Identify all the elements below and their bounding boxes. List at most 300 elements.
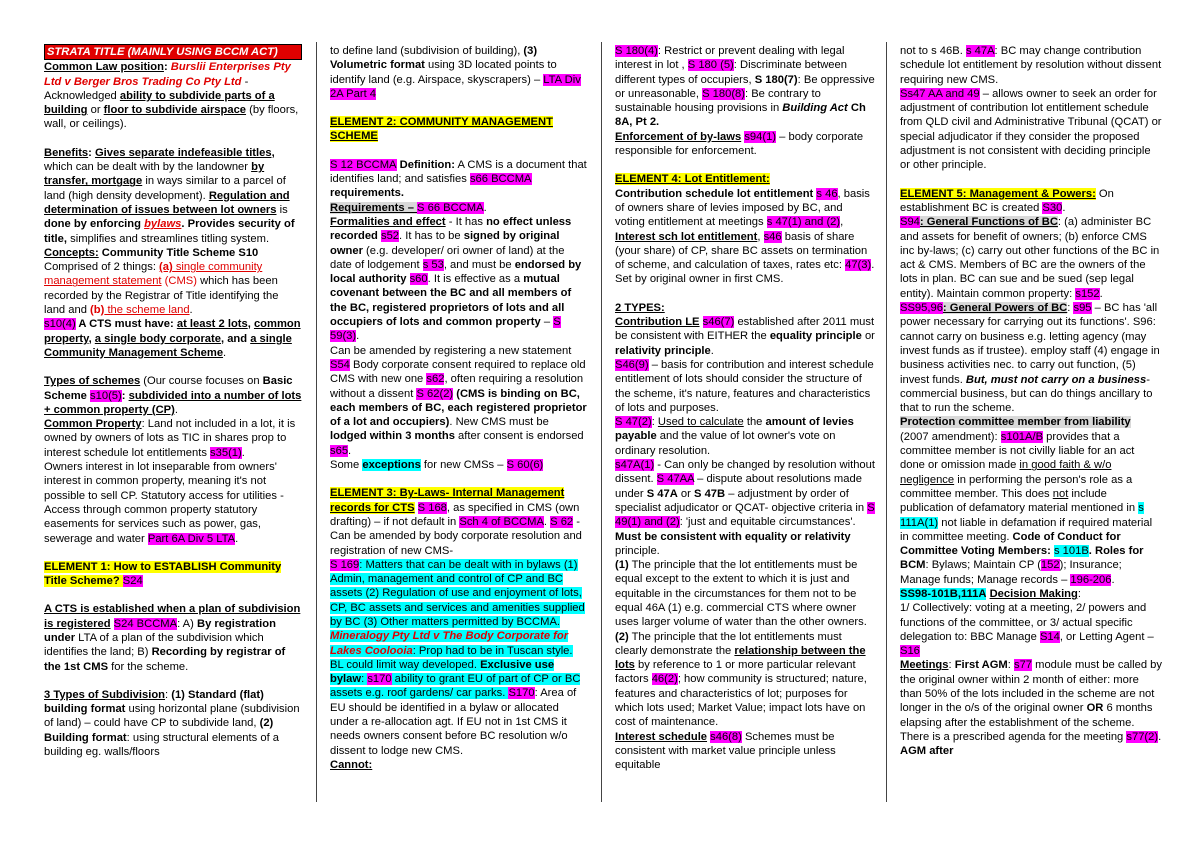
text-run: , — [88, 332, 95, 345]
text-run: Meetings — [900, 659, 949, 672]
text-run: provides that a committee member is not civilly liable for an act done or omission made — [900, 430, 1135, 472]
text-run: Cannot: — [330, 758, 373, 771]
text-run: . — [223, 346, 227, 359]
text-run: ELEMENT 2: COMMUNITY MANAGEMENT SCHEME — [330, 116, 553, 143]
text-run: s101A/B — [1000, 430, 1044, 443]
text-run: : Prop had to be in Tuscan style. BL could limit way developed. — [330, 644, 573, 671]
text-run: : Be oppressive or unreasonable, — [615, 73, 875, 100]
paragraph — [615, 130, 875, 159]
text-run: Roles for BCM — [900, 545, 1144, 572]
paragraph — [900, 587, 1162, 601]
text-run: : BC may change contribution schedule lot entitlement by resolution without dissent requiring new CMS. — [900, 45, 1162, 86]
text-run: (e.g. developer/ ori owner of land) at the date of lodgement — [330, 244, 565, 271]
text-run: common property — [44, 318, 301, 345]
paragraph — [900, 215, 1162, 301]
text-run: . — [1062, 201, 1066, 214]
paragraph — [330, 558, 588, 758]
text-run: S 169 — [330, 558, 360, 571]
text-run: (1) Standard (flat) building format — [44, 688, 264, 716]
text-run: A CMS is a document that identifies land; and satisfies — [330, 158, 587, 186]
text-run: s35(1) — [210, 446, 242, 459]
text-run: is — [276, 203, 288, 216]
text-run: s10(5) — [90, 389, 122, 402]
text-run: Exclusive use bylaw — [330, 658, 555, 686]
text-run: Part 6A Div 5 LTA — [147, 532, 236, 545]
text-run: 152 — [1040, 559, 1060, 572]
paragraph — [615, 315, 875, 358]
paragraph — [615, 44, 875, 130]
text-run: equality or relativity — [744, 530, 851, 543]
text-run: Formalities and effect — [330, 215, 446, 228]
text-run: : Land not included in a lot, it is owned by owners of lots as TIC in shares prop to interest schedule lot entitlements — [44, 418, 296, 459]
text-run: . — [348, 444, 352, 457]
paragraph — [615, 172, 875, 186]
text-run: S24 BCCMA — [113, 617, 178, 630]
text-run: S 47(2) — [615, 416, 652, 429]
paragraph — [615, 358, 875, 415]
text-run: simplifies and streamlines titling system. — [67, 232, 270, 245]
column-1 — [44, 44, 302, 759]
text-run: Interest sch lot entitlement — [615, 230, 758, 243]
text-run: s60 — [409, 273, 428, 286]
text-run: floor to subdivide airspace — [103, 104, 247, 117]
paragraph — [330, 44, 588, 101]
text-run: s46(8) — [710, 730, 742, 743]
spacer — [330, 472, 588, 486]
paragraph — [900, 601, 1162, 658]
paragraph — [900, 87, 1162, 173]
text-run: The principle that the lot entitlements must be equal except to the extent to which it is just and equitable in the circumstances for them not to be equal 46A (1) e.g. commercial CTS where owner uses larger volume of water than the other owners. — [615, 559, 867, 629]
text-run: using 3D located points to identify land (e.g. Airspace, skyscrapers) – — [330, 59, 557, 86]
text-run: : A) — [177, 617, 197, 630]
text-run: Interest schedule — [615, 730, 708, 743]
column-divider-1 — [316, 42, 317, 802]
paragraph — [330, 344, 588, 458]
text-run: Requirements – — [330, 201, 418, 214]
column-2 — [330, 44, 588, 772]
text-run: in good faith & w/o negligence — [900, 459, 1112, 486]
paragraph — [615, 415, 875, 458]
text-run: – — [540, 316, 554, 329]
text-run: AGM after — [900, 745, 954, 758]
text-run: s 46 — [816, 187, 838, 200]
text-run: : — [651, 416, 658, 429]
text-run: after consent is endorsed — [454, 430, 584, 443]
text-run: (b) — [90, 304, 105, 317]
text-run: 6 months elapsing after the establishment of the scheme. There is a prescribed agenda for the meeting — [900, 702, 1153, 743]
text-run: : — [165, 688, 172, 701]
text-run: . — [1099, 287, 1103, 300]
text-run: s52 — [380, 230, 400, 243]
text-run: Benefits — [44, 146, 89, 159]
text-run: Mineralogy Pty Ltd v The Body Corporate for Lakes Coolooia — [330, 630, 569, 657]
paragraph — [330, 458, 588, 472]
text-run: done by enforcing — [44, 218, 145, 231]
text-run: 2 TYPES: — [615, 301, 665, 314]
text-run: : — [1067, 302, 1074, 315]
text-run: : using structural elements of a building eg. walls/floors — [44, 731, 280, 759]
text-run: , often requiring a resolution without a dissent — [330, 373, 584, 400]
paragraph — [615, 730, 875, 773]
text-run: Protection committee member from liability — [900, 416, 1131, 429]
document-title: STRATA TITLE (MAINLY USING BCCM ACT) — [44, 44, 302, 60]
paragraph — [44, 60, 302, 131]
text-run: Recording by registrar of the 1st CMS — [44, 646, 286, 673]
spacer — [44, 132, 302, 146]
spacer — [44, 360, 302, 374]
text-run: Schemes must be consistent with market value principle unless equitable — [615, 730, 836, 772]
text-run: : Matters that can be dealt with in bylaws (1) Admin, management and control of CP and BC assets (2) Regulation of use and enjoyment of lots, CP, BC assets and services and amenities supplied by BC (3) Other matters permitted by BCCMA. — [330, 558, 585, 628]
text-run: Definition: — [396, 158, 455, 171]
paragraph — [615, 187, 875, 287]
text-run: s170 — [367, 673, 392, 686]
paragraph — [44, 417, 302, 460]
text-run: at least 2 lots — [176, 318, 248, 331]
text-run: S 180(7) — [754, 73, 798, 86]
text-run: exceptions — [362, 459, 421, 472]
text-run: s 53 — [422, 258, 444, 271]
text-run: s62 — [426, 373, 445, 386]
paragraph — [330, 201, 588, 215]
text-run: S 49(1) and (2) — [615, 501, 875, 529]
text-run: – allows owner to seek an order for adjustment of contribution lot entitlement schedule from QLD civil and Administrative Tribunal (QCAT) or special adjudicator if they consider the proposed adjustment is not consistent with deciding principle or other principle. — [900, 87, 1162, 172]
text-run: equality principle — [769, 330, 862, 343]
paragraph — [900, 415, 1162, 587]
text-run: (1) — [615, 559, 629, 572]
text-run: to define land (subdivision of building), — [330, 45, 524, 57]
text-run: A CTS must have: — [75, 318, 177, 331]
paragraph — [330, 215, 588, 344]
text-run: . — [189, 304, 193, 317]
text-run: Contribution LE — [615, 316, 700, 329]
text-run: – BC has 'all power necessary for carrying out its functions'. S96: cannot carry on business e.g. letting agency (may invest funds as if trustee). employ staff (4) engage in business activities nec. to carry out function, (5) invest funds. — [900, 302, 1160, 386]
text-run: Building Act — [782, 102, 848, 115]
text-run: SS98-101B,111A — [900, 587, 987, 600]
text-run: S14 — [1039, 630, 1060, 643]
text-run: : Restrict or prevent dealing with legal interest in lot , — [615, 45, 845, 72]
text-run: ability to grant EU of part of CP or BC assets e.g. roof gardens/ car parks. — [330, 673, 581, 700]
text-run: (2) — [615, 630, 629, 643]
paragraph — [44, 317, 302, 360]
text-run: 1/ Collectively: voting at a meeting, 2/ powers and functions of the committee, or 3/ actual specific delegation to: BBC Manage — [900, 602, 1147, 643]
text-run: include publication of defamatory material mentioned in — [900, 487, 1139, 515]
text-run: ability to subdivide parts of a building — [44, 89, 275, 117]
text-run: S 62 — [550, 515, 574, 528]
text-run: (CMS) — [161, 275, 197, 288]
text-run: First AGM — [954, 659, 1008, 672]
text-run: : — [163, 61, 171, 74]
text-run: which can be dealt with by the landowner — [44, 161, 252, 174]
paragraph — [44, 688, 302, 759]
text-run: Gives separate indefeasible titles, — [94, 146, 275, 159]
text-run: Community Title Scheme S10 — [98, 246, 259, 259]
text-run: A CTS is established when a plan of subdivision is registered — [44, 603, 301, 630]
text-run: S54 — [330, 358, 350, 371]
text-run: - commercial business, but can do things ancillary to that to run the scheme. — [900, 373, 1153, 415]
paragraph — [44, 460, 302, 546]
text-run: S16 — [900, 645, 920, 658]
text-run: by transfer, mortgage — [44, 161, 265, 188]
text-run: S 180(8) — [702, 87, 745, 100]
text-run: Basic Scheme — [44, 375, 293, 402]
text-run: Concepts: — [44, 246, 99, 259]
text-run: s77 — [1013, 659, 1033, 672]
text-run: basis of share (your share) of CP, share BC assets on termination of scheme, and calculation of taxes, rates etc: — [615, 230, 868, 272]
text-run: and the value of lot owner's vote on ordinary resolution. — [615, 430, 836, 457]
text-run: s152 — [1075, 287, 1100, 300]
paragraph — [44, 260, 302, 317]
text-run: : (a) administer BC and assets for benefit of owners; (b) enforce CMS inc by-laws; (c) carry out other functions of the BC in act & CMS. Members of BC are the owners of the lots in plan. BC can sue and be sued (sep legal entity). Maintain common property: — [900, 216, 1160, 300]
text-run: Contribution schedule lot entitlement — [615, 187, 814, 200]
text-run: signed by original owner — [330, 230, 560, 257]
text-run: : — [1007, 659, 1014, 672]
text-run: amount of levies payable — [615, 416, 854, 443]
text-run: S94 — [900, 216, 920, 229]
paragraph — [615, 458, 875, 529]
text-run: : Be contrary to sustainable housing provisions in — [615, 87, 821, 115]
text-run: S 168 — [417, 501, 447, 514]
text-run: for new CMSs – — [420, 459, 507, 472]
spacer — [615, 287, 875, 301]
text-run: (Our course focuses on — [140, 375, 263, 388]
text-run: using horizontal plane (subdivision of land) – could have CP to subdivide land, — [44, 703, 300, 730]
paragraph — [44, 146, 302, 246]
text-run: OR — [1086, 702, 1104, 715]
text-run: , basis of owners share of levies imposed by BC, and voting entitlement at meetings — [615, 187, 870, 229]
paragraph — [615, 530, 875, 559]
text-run: But, must not carry on a business — [965, 373, 1147, 386]
text-run: ELEMENT 5: Management & Powers: — [900, 187, 1096, 200]
text-run: – dispute about resolutions made under — [615, 473, 862, 500]
text-run: The principle that the lot entitlements must clearly demonstrate the — [615, 630, 842, 657]
text-run: s 101B — [1053, 545, 1089, 558]
text-run: Must be consistent with — [615, 530, 745, 543]
spacer — [44, 674, 302, 688]
text-run: bylaws — [144, 218, 182, 231]
paragraph — [615, 301, 875, 315]
text-run: . — [235, 532, 239, 545]
text-run: Decision Making — [989, 587, 1078, 600]
column-4 — [900, 44, 1162, 759]
text-run: S46(9) — [615, 358, 649, 371]
text-run: : Area of EU should be identified in a bylaw or allocated under a re-allocation agt. If EU not in 1st CMS it needs owners consent before BC resolution w/o dissent to lodge new CMS. — [330, 687, 577, 757]
text-run: a single body corporate — [94, 332, 221, 345]
text-run: S 59(3) — [330, 316, 561, 343]
text-run: LTA of a plan of the subdivision which identifies the land; B) — [44, 631, 264, 659]
text-run: ELEMENT 1: How to ESTABLISH Community Title Scheme? — [44, 560, 282, 588]
text-run: , or Letting Agent – — [1059, 630, 1154, 643]
paragraph — [330, 486, 588, 557]
text-run: Comprised of 2 things: — [44, 261, 160, 274]
text-run: lodged within 3 months — [330, 430, 455, 443]
text-run: s46 — [763, 230, 782, 243]
text-run: s 47A — [965, 45, 995, 57]
text-run: which has been recorded by the Registrar of Title identifying the land and — [44, 275, 279, 317]
text-run: s95 — [1073, 302, 1092, 315]
text-run: S 180 (5) — [687, 59, 734, 72]
text-run: a single Community Management Scheme — [44, 332, 292, 359]
column-divider-3 — [886, 42, 887, 802]
text-run: requirements. — [330, 187, 404, 200]
text-run: . — [710, 344, 714, 357]
text-run: in performing the person's role as a committee member. This does — [900, 473, 1133, 500]
text-run: not to s 46B. — [900, 45, 966, 57]
text-run: established after 2011 must be consistent with EITHER the — [615, 316, 875, 343]
text-run: s94(1) — [744, 130, 777, 143]
paragraph — [44, 246, 302, 260]
text-run: or — [677, 487, 694, 500]
text-run: : — [88, 146, 95, 159]
text-run: or — [861, 330, 875, 343]
text-run: LTA Div 2A Part 4 — [330, 73, 581, 100]
spacer — [615, 158, 875, 172]
text-run: the scheme land — [104, 304, 190, 317]
paragraph — [900, 301, 1162, 415]
paragraph — [44, 560, 302, 589]
text-run: S30 — [1042, 201, 1063, 214]
text-run: (CMS is binding on BC, each members of BC, each registered proprietor of a lot and occupiers) — [330, 387, 587, 429]
paragraph — [900, 187, 1162, 216]
text-run: (2007 amendment): — [900, 430, 1001, 443]
text-run: or — [87, 104, 104, 117]
text-run: endorsed by local authority — [330, 258, 582, 286]
text-run: Used to calculate — [657, 416, 744, 429]
text-run: , as specified in CMS (own drafting) – if not default in — [330, 501, 580, 528]
text-run: , and — [220, 332, 251, 345]
paragraph — [330, 115, 588, 144]
text-run: Code of Conduct for Committee Voting Members: — [900, 530, 1121, 558]
text-run: . Set by original owner in first CMS. — [615, 259, 875, 286]
text-run: (2) Building format — [44, 717, 274, 744]
text-run: : — [121, 389, 129, 402]
text-run: ; how community is structured; nature, features and characteristics of lot; purposes for which lots used; Market Value; impact lots have on cost of maintenance. — [615, 673, 867, 729]
text-run: ELEMENT 3: By-Laws- Internal Management records for CTS — [330, 487, 565, 514]
text-run: 196-206 — [1070, 573, 1112, 586]
text-run: Common Law position — [44, 61, 164, 74]
text-run: , — [840, 216, 844, 229]
text-run: - Can only be changed by resolution without dissent. — [615, 459, 875, 486]
text-run: Can be amended by registering a new statement — [330, 344, 572, 357]
text-run: S24 — [122, 575, 143, 588]
text-run: not liable in defamation if required material in committee meeting. — [900, 516, 1153, 543]
text-run: . — [174, 403, 178, 416]
text-run: 46(2) — [651, 673, 678, 686]
text-run: relationship between the lots — [615, 644, 866, 672]
text-run: . It is effective as a — [427, 273, 524, 286]
text-run: . — [1088, 545, 1096, 558]
spacer — [330, 144, 588, 158]
text-run: S 12 BCCMA — [330, 158, 397, 171]
text-run: Owners interest in lot inseparable from owners' interest in common property, meaning it's not possible to sell CP. Statutory access for utilities - Access through common property statutory easements for services such as power, gas, sewerage and water — [44, 461, 284, 545]
text-run: no effect unless recorded — [330, 215, 572, 243]
text-run: ELEMENT 4: Lot Entitlement: — [615, 173, 770, 186]
text-run: . It has to be — [399, 230, 464, 243]
spacer — [44, 546, 302, 560]
text-run: By registration under — [44, 617, 276, 644]
text-run: by reference to 1 or more particular relevant factors — [615, 659, 856, 686]
text-run: (a) — [159, 261, 173, 274]
text-run: Common Property — [44, 418, 142, 431]
text-run: : — [361, 673, 368, 686]
spacer — [44, 588, 302, 602]
spacer — [900, 173, 1162, 187]
text-run: : Bylaws; Maintain CP ( — [925, 559, 1041, 572]
text-run: S 180(4) — [615, 45, 658, 57]
text-run: : General Functions of BC — [919, 216, 1058, 229]
text-run: s10(4) — [44, 318, 76, 331]
text-run: . — [1158, 730, 1162, 743]
text-run: relativity principle — [615, 344, 711, 357]
text-run: : General Powers of BC — [942, 302, 1068, 315]
text-run: ); Insurance; Manage funds; Manage records – — [900, 559, 1122, 586]
text-run: , — [757, 230, 764, 243]
text-run: - It has — [445, 215, 487, 228]
paragraph — [900, 44, 1162, 87]
text-run: – body corporate responsible for enforcement. — [615, 130, 864, 158]
text-run: for the scheme. — [108, 660, 189, 673]
text-run: Enforcement of by-laws — [615, 130, 742, 143]
text-run: s77(2) — [1126, 730, 1159, 743]
text-run: s46(7) — [702, 316, 735, 329]
text-run: – adjustment by order of specialist adjudicator or QCAT- objective criteria in — [615, 487, 868, 514]
text-run: S170 — [508, 687, 535, 700]
text-run: S 47A — [646, 487, 678, 500]
text-run: Body corporate consent required to replace old CMS with new one — [330, 358, 586, 386]
text-run: the — [743, 416, 766, 429]
text-run: 47(3) — [845, 259, 872, 272]
text-run: s66 BCCMA — [469, 173, 532, 186]
spacer — [330, 101, 588, 115]
text-run: 3 Types of Subdivision — [44, 688, 166, 701]
text-run: module must be called by the original owner within 2 month of either: more than 50% of the lots included in the scheme are not longer in the o/s of the original owner — [900, 659, 1162, 715]
paragraph — [615, 558, 875, 730]
text-run: – basis for contribution and interest schedule entitlement of lots should consider the structure of the scheme, it's nature, features and characteristics of lots and purposes. — [615, 358, 874, 414]
text-run: (by floors, wall, or ceilings). — [44, 104, 299, 131]
text-run: On establishment BC is created — [900, 187, 1114, 214]
text-run: S 60(6) — [506, 459, 544, 472]
text-run: , and must be — [443, 258, 515, 271]
text-run: . — [1111, 573, 1115, 586]
text-run: . — [241, 446, 245, 459]
text-run: Types of schemes — [44, 375, 141, 388]
text-run: s47A(1) — [615, 459, 655, 472]
text-run: Regulation and determination of issues between lot owners — [44, 189, 290, 216]
paragraph — [900, 658, 1162, 758]
text-run: (3) Volumetric format — [330, 45, 538, 72]
text-run: . — [543, 515, 551, 528]
paragraph — [330, 758, 588, 772]
column-divider-2 — [601, 42, 602, 802]
text-run: - Can be amended by body corporate resolution and registration of new CMS- — [330, 515, 582, 557]
text-run: s65 — [330, 444, 349, 457]
text-run: , — [247, 318, 254, 331]
paragraph — [330, 158, 588, 201]
text-run: S 66 BCCMA — [417, 201, 484, 214]
text-run: s 47(1) and (2) — [766, 216, 841, 229]
text-run: Sch 4 of BCCMA — [459, 515, 544, 528]
column-3 — [615, 44, 875, 773]
text-run: . — [356, 330, 360, 343]
text-run: mutual covenant between the BC and all members of the BC, registered proprietors of lots and all occupiers of lots and common property — [330, 273, 572, 329]
text-run: : — [1077, 587, 1081, 600]
text-run: Burslii Enterprises Pty Ltd v Berger Bros Trading Co Pty Ltd — [44, 61, 291, 88]
text-run: . New CMS must be — [449, 416, 549, 429]
text-run: Ch 8A, Pt 2. — [615, 102, 866, 129]
text-run: principle. — [615, 544, 660, 557]
paragraph — [44, 374, 302, 417]
text-run: S 62(2) — [416, 387, 454, 400]
text-run: . Provides security of title, — [44, 218, 295, 245]
